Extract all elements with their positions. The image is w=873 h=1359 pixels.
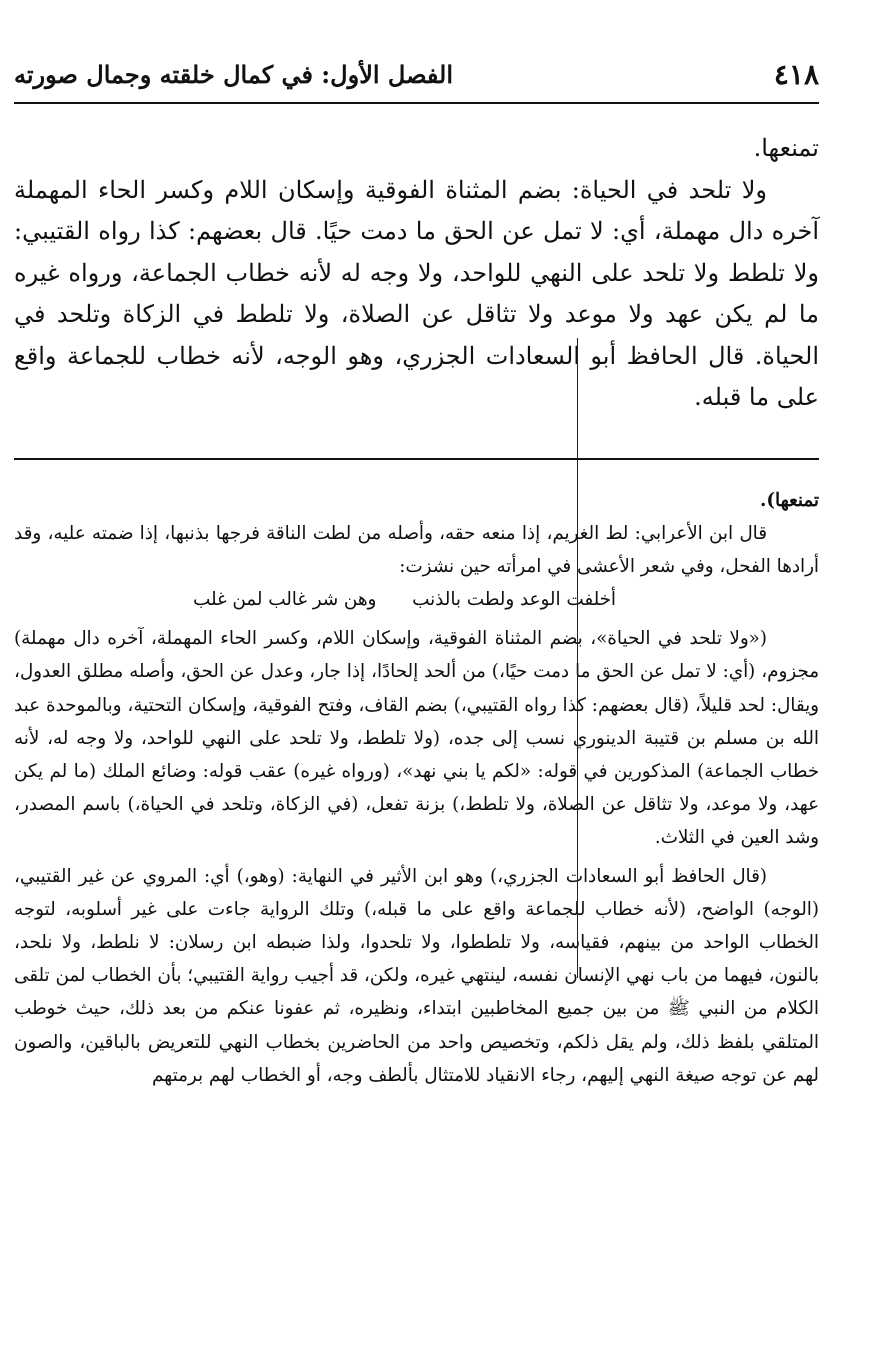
poem-hemistich-2: وهن شر غالب لمن غلب (193, 589, 377, 611)
commentary-line-1: تمنعها). (759, 490, 819, 511)
main-text (14, 128, 819, 419)
commentary-paragraph-2: قال ابن الأعرابي: لط الغريم، إذا منعه حقه، وأصله من لطت الناقة فرجها بذنبها، إذا ضمته عليه، وقد أرادها الفحل، وفي شعر الأعشى في امرأته حين نشزت: (14, 523, 819, 578)
header-rule (14, 102, 819, 104)
poem-hemistich-1: أخلفت الوعد ولطت بالذنب (412, 589, 616, 611)
section-divider (14, 458, 819, 460)
main-paragraph-2: ولا تلحد في الحياة: بضم المثناة الفوقية وإسكان اللام وكسر الحاء المهملة آخره دال مهملة، أي: لا تمل عن الحق ما دمت حيًا. قال بعضهم: كذا رواه القتيبي: ولا تلطط ولا تلحد على النهي للواحد، ولا وجه له لأنه خطاب الجماعة، ورواه غيره ما لم يكن عهد ولا موعد ولا تثاقل عن الصلاة، ولا تلطط في الزكاة وتلحد في الحياة. قال الحافظ أبو السعادات الجزري، وهو الوجه، لأنه خطاب للجماعة واقع على ما قبله. (14, 175, 819, 411)
page-header (14, 58, 819, 98)
commentary-paragraph-4: (قال الحافظ أبو السعادات الجزري،) وهو ابن الأثير في النهاية: (وهو،) أي: المروي عن غير القتيبي، (الوجه) الواضح، (لأنه خطاب للجماعة واقع على ما قبله،) وتلك الرواية جاءت على غير أسلوبه، لتوجه الخطاب الواحد من بينهم، فقياسه، ولا تلططوا، ولا تلحدوا، ولذا ضبطه ابن رسلان: لا نلطط، ولا نلحد، بالنون، فيهما من باب نهي الإنسان نفسه، لينتهي غيره، ولكن، قد أجيب رواية القتيبي؛ بأن الخطاب لمن تلقى الكلام من النبي ﷺ من بين جميع المخاطبين ابتداء، ونظيره، ثم عفونا عنكم من بعد ذلك، حيث خوطب المتلقي بلفظ ذلك، ولم يقل ذلكم، وتخصيص واحد من الحاضرين بخطاب النهي للتعريض بالباقين، والصون لهم عن توجه صيغة النهي إليهم، رجاء الانقياد للامتثال بألطف وجه، أو الخطاب لهم برمتهم (14, 866, 819, 1086)
commentary (14, 484, 819, 1092)
poem-verse (14, 583, 819, 616)
commentary-paragraph-3: («ولا تلحد في الحياة»، بضم المثناة الفوقية، وإسكان اللام، وكسر الحاء المهملة، آخره دال مهملة) مجزوم، (أي: لا تمل عن الحق ما دمت حيًا،) من ألحد إلحادًا، إذا جار، وعدل عن الحق، وأصله مطلق العدول، ويقال: لحد قليلاً، (قال بعضهم: كذا رواه القتيبي،) بضم القاف، وفتح الفوقية، وإسكان التحتية، وبالموحدة عبد الله بن مسلم بن قتيبة الدينوري نسب إلى جده، (ولا تلطط، ولا تلحد على النهي للواحد، ولا وجه له، لأنه خطاب الجماعة) المذكورين في قوله: «لكم يا بني نهد»، (ورواه غيره) عقب قوله: وضائع الملك (ما لم يكن عهد، ولا موعد، ولا تثاقل عن الصلاة، ولا تلطط،) بزنة تفعل، (في الزكاة، وتلحد في الحياة،) باسم المصدر، وشد العين في الثلاث. (14, 628, 819, 848)
page-number: ٤١٨ (773, 58, 819, 91)
scan-artifact-line (577, 338, 578, 978)
main-paragraph-1: تمنعها. (753, 134, 819, 162)
running-title: الفصل الأول: في كمال خلقته وجمال صورته (14, 60, 454, 89)
